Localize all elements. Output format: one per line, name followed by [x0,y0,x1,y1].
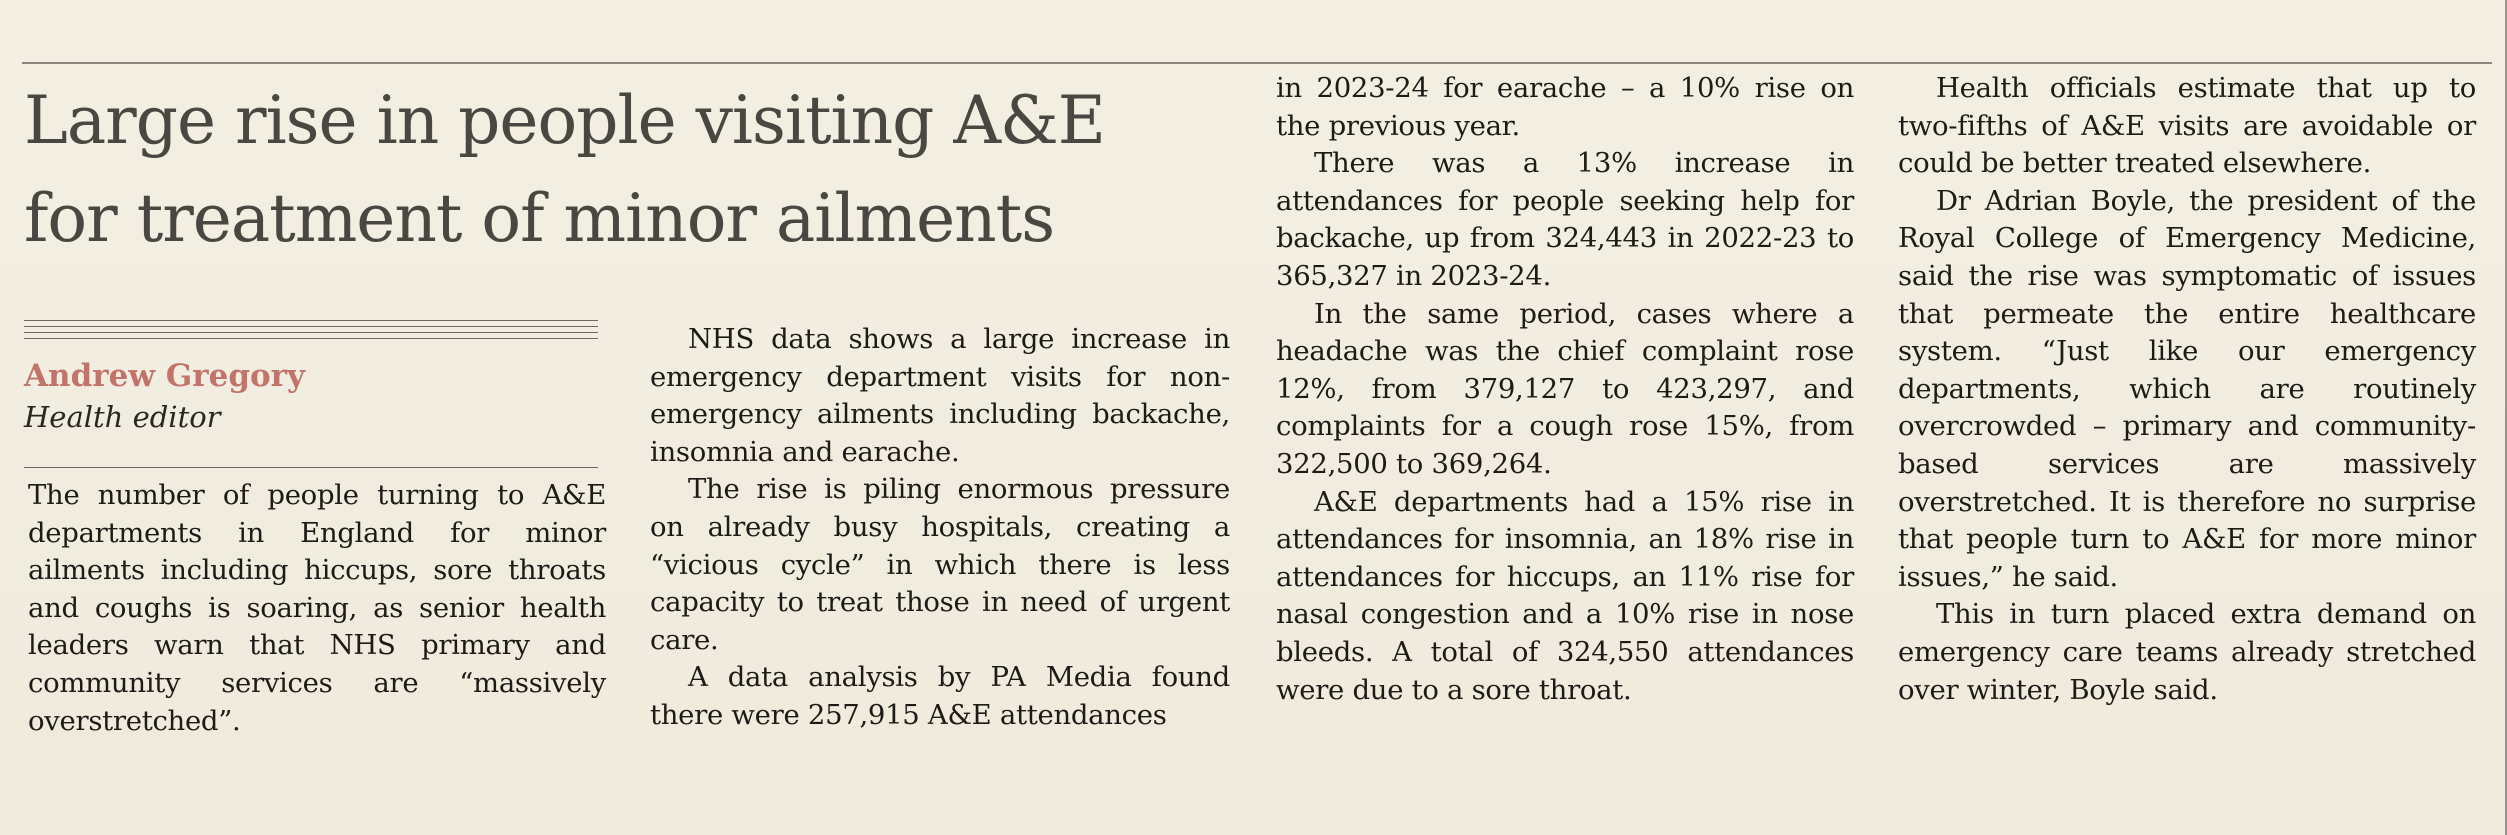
byline-rules [24,320,598,344]
column-3 [1276,70,1854,709]
paragraph: The rise is piling enormous pressure on already busy hospitals, creating a “vicious cycle” in which there is less capacity to treat those in need of urgent care. [650,473,1230,656]
top-divider [22,62,2492,64]
byline-author: Andrew Gregory [24,358,306,394]
paragraph: There was a 13% increase in attendances for people seeking help for backache, up from 324,443 in 2022-23 to 365,327 in 2023-24. [1276,147,1854,292]
paragraph: In the same period, cases where a headache was the chief complaint rose 12%, from 379,127 to 423,297, and complaints for a cough rose 15%, from 322,500 to 369,264. [1276,297,1854,480]
paragraph: A&E departments had a 15% rise in attendances for insomnia, an 18% rise in attendances for hiccups, an 11% rise for nasal congestion and a 10% rise in nose bleeds. A total of 324,550 attendances were due to a sore throat. [1276,485,1854,706]
byline-role: Health editor [24,400,221,434]
column-2 [650,321,1230,735]
paragraph: Health officials estimate that up to two-fifths of A&E visits are avoidable or could be better treated elsewhere. [1898,72,2476,180]
paragraph: NHS data shows a large increase in emergency department visits for non-emergency ailments including backache, insomnia and earache. [650,323,1230,468]
paragraph: in 2023-24 for earache – a 10% rise on the previous year. [1276,72,1854,142]
column-1 [28,477,606,740]
paragraph: This in turn placed extra demand on emergency care teams already stretched over winter, Boyle said. [1898,598,2476,706]
byline-divider [24,467,598,468]
headline: Large rise in people visiting A&E for treatment of minor ailments [24,82,1105,257]
paragraph: Dr Adrian Boyle, the president of the Royal College of Emergency Medicine, said the rise was symptomatic of issues that permeate the entire healthcare system. “Just like our emergency departments, which are routinely overcrowded – primary and community-based services are massively overstretched. It is therefore no surprise that people turn to A&E for more minor issues,” he said. [1898,184,2476,593]
paragraph: A data analysis by PA Media found there were 257,915 A&E attendances [650,661,1230,731]
column-4 [1898,70,2476,709]
paragraph: The number of people turning to A&E departments in England for minor ailments including hiccups, sore throats and coughs is soaring, as senior health leaders warn that NHS primary and community services are “massively overstretched”. [28,479,606,737]
